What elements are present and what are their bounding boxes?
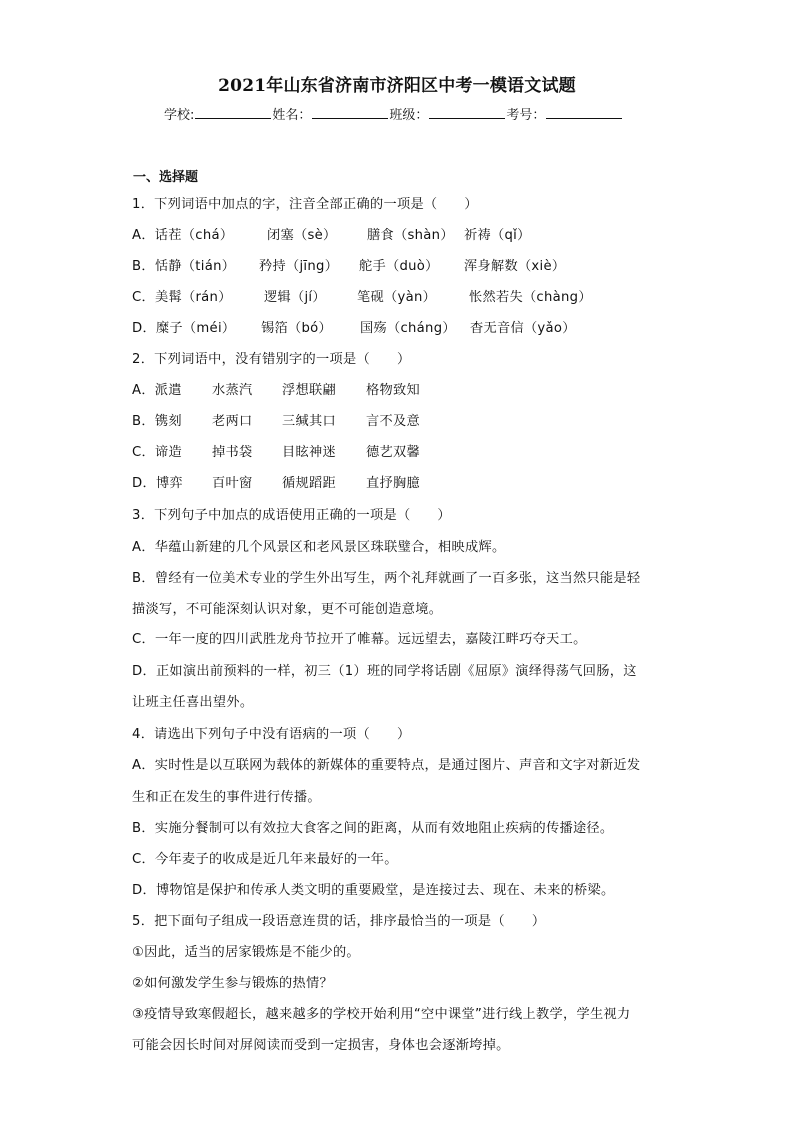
option-item: C．美髯（rán） <box>132 290 232 305</box>
section-heading: 一、选择题 <box>133 170 199 185</box>
name-label: 姓名： <box>272 108 312 123</box>
name-blank[interactable] <box>312 106 388 119</box>
question-2-option-b <box>132 410 420 429</box>
question-5-sentence-2: ②如何激发学生参与锻炼的热情？ <box>132 976 333 991</box>
question-1-option-b <box>132 255 565 274</box>
option-item: D．博弈 <box>132 476 183 491</box>
question-4-option-b: B．实施分餐制可以有效拉大食客之间的距离，从而有效地阻止疾病的传播途径。 <box>132 821 614 836</box>
question-1-stem: 1．下列词语中加点的字，注音全部正确的一项是（ ） <box>132 197 478 212</box>
question-1-option-a <box>132 224 531 243</box>
question-1-option-c <box>132 286 592 305</box>
question-4-stem: 4．请选出下列句子中没有语病的一项（ ） <box>132 727 411 742</box>
option-item: 杳无音信（yǎo） <box>470 321 576 336</box>
question-3-option-c: C．一年一度的四川武胜龙舟节拉开了帷幕。远远望去，嘉陵江畔巧夺天工。 <box>132 632 587 647</box>
question-5-sentence-3: ③疫情导致寒假超长，越来越多的学校开始利用“空中课堂”进行线上教学，学生视力 <box>132 1007 631 1022</box>
option-item: 矜持（jīng） <box>259 259 339 274</box>
question-4-option-a: A．实时性是以互联网为载体的新媒体的重要特点，是通过图片、声音和文字对新近发 <box>132 758 641 773</box>
class-label: 班级： <box>389 108 429 123</box>
question-3-option-b-cont: 描淡写，不可能深刻认识对象，更不可能创造意境。 <box>132 602 443 617</box>
number-label: 考号： <box>506 108 546 123</box>
option-item: 锡箔（bó） <box>261 321 332 336</box>
option-item: 浑身解数（xiè） <box>464 259 566 274</box>
option-item: 三缄其口 <box>282 414 336 429</box>
option-item: 德艺双馨 <box>366 445 420 460</box>
option-item: 闭塞（sè） <box>267 228 337 243</box>
number-blank[interactable] <box>546 106 622 119</box>
option-item: C．谛造 <box>132 445 182 460</box>
question-2-stem: 2．下列词语中，没有错别字的一项是（ ） <box>132 352 411 367</box>
school-blank[interactable] <box>195 106 271 119</box>
question-4-option-a-cont: 生和正在发生的事件进行传播。 <box>132 790 321 805</box>
option-item: 舵手（duò） <box>359 259 439 274</box>
option-item: 笔砚（yàn） <box>357 290 437 305</box>
option-item: D．糜子（méi） <box>132 321 236 336</box>
question-4-option-c: C．今年麦子的收成是近几年来最好的一年。 <box>132 852 398 867</box>
option-item: 目眩神迷 <box>282 445 336 460</box>
option-item: 老两口 <box>212 414 253 429</box>
page-title: 2021年山东省济南市济阳区中考一模语文试题 <box>218 76 576 96</box>
question-2-option-c <box>132 441 420 460</box>
student-info-line <box>164 104 623 123</box>
question-2-option-a <box>132 379 420 398</box>
option-item: B．恬静（tián） <box>132 259 236 274</box>
option-item: 百叶窗 <box>212 476 253 491</box>
option-item: A．派遣 <box>132 383 182 398</box>
option-item: 言不及意 <box>366 414 420 429</box>
question-3-stem: 3．下列句子中加点的成语使用正确的一项是（ ） <box>132 508 451 523</box>
question-2-option-d <box>132 472 420 491</box>
option-item: 浮想联翩 <box>282 383 336 398</box>
option-item: 格物致知 <box>366 383 420 398</box>
question-3-option-d-cont: 让班主任喜出望外。 <box>132 695 254 710</box>
question-5-stem: 5．把下面句子组成一段语意连贯的话，排序最恰当的一项是（ ） <box>132 914 546 929</box>
option-item: 掉书袋 <box>212 445 253 460</box>
option-item: B．镌刻 <box>132 414 182 429</box>
question-3-option-a: A．华蕴山新建的几个风景区和老风景区珠联璧合，相映成辉。 <box>132 540 506 555</box>
option-item: 膳食（shàn） <box>367 228 454 243</box>
option-item: 国殇（cháng） <box>360 321 456 336</box>
option-item: 直抒胸臆 <box>366 476 420 491</box>
question-4-option-d: D．博物馆是保护和传承人类文明的重要殿堂，是连接过去、现在、未来的桥梁。 <box>132 883 615 898</box>
school-label: 学校: <box>164 108 195 123</box>
option-item: 水蒸汽 <box>212 383 253 398</box>
option-item: 怅然若失（chàng） <box>469 290 592 305</box>
option-item: 逻辑（jí） <box>264 290 326 305</box>
question-5-sentence-1: ①因此，适当的居家锻炼是不能少的。 <box>132 945 360 960</box>
question-1-option-d <box>132 317 576 336</box>
option-item: 祈祷（qǐ） <box>464 228 531 243</box>
option-item: A．话茬（chá） <box>132 228 234 243</box>
question-3-option-d: D．正如演出前预料的一样，初三（1）班的同学将话剧《屈原》演绎得荡气回肠，这 <box>132 664 637 679</box>
class-blank[interactable] <box>429 106 505 119</box>
option-item: 循规蹈距 <box>282 476 336 491</box>
question-3-option-b: B．曾经有一位美术专业的学生外出写生，两个礼拜就画了一百多张，这当然只能是轻 <box>132 571 641 586</box>
question-5-sentence-3-cont: 可能会因长时间对屏阅读而受到一定损害，身体也会逐渐垮掉。 <box>132 1038 510 1053</box>
